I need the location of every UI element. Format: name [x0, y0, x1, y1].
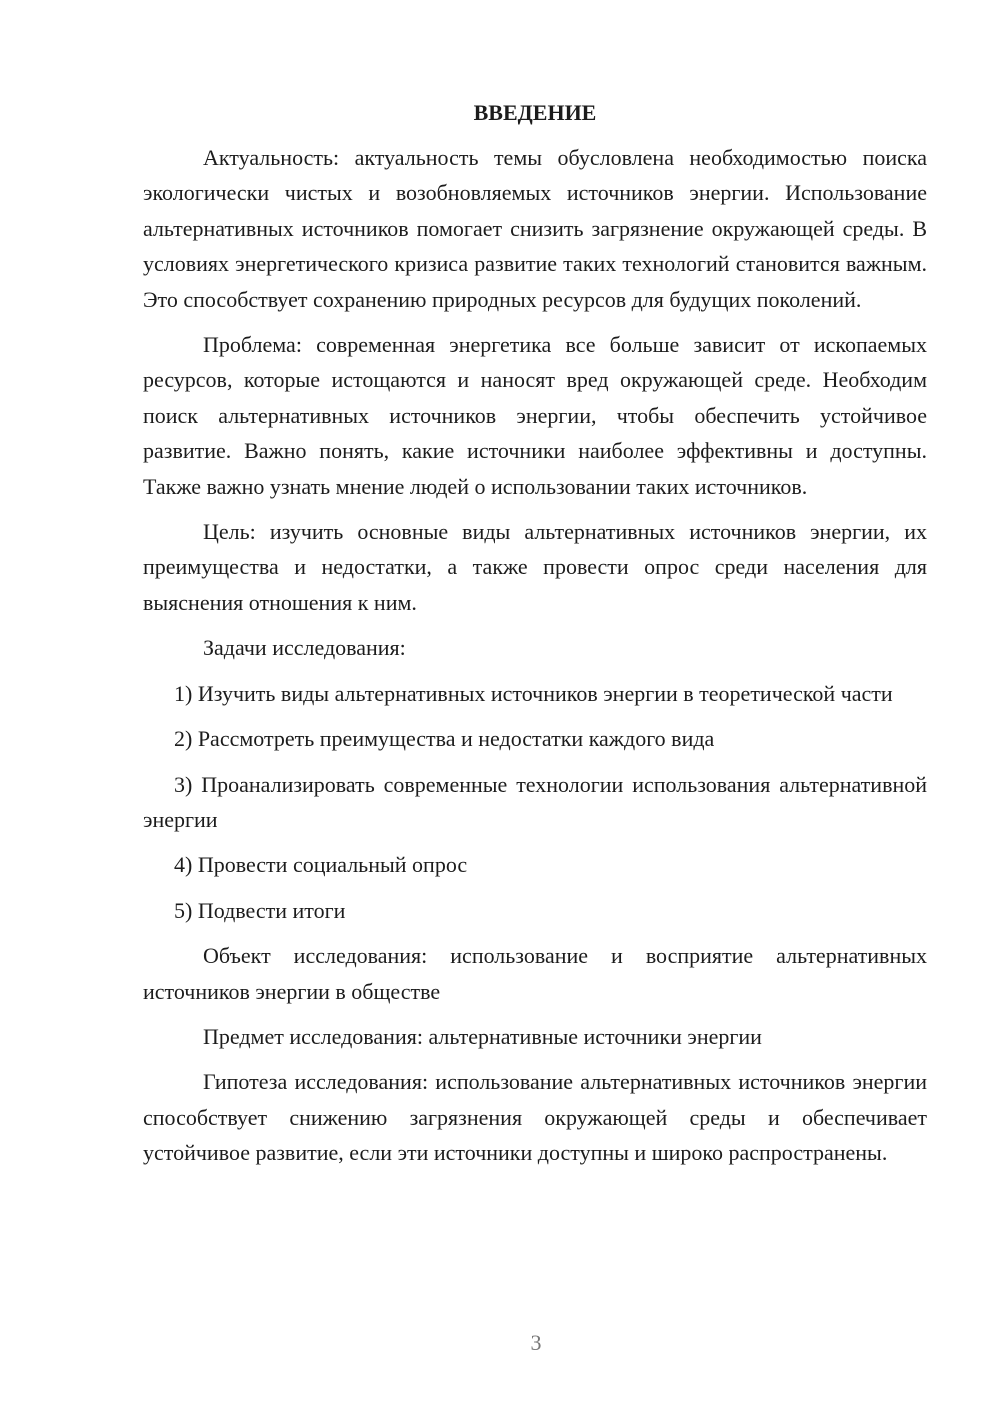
task-item-5: 5) Подвести итоги	[174, 897, 346, 923]
task-item-3: 3) Проанализировать современные технологии использования альтернативной энергии	[143, 771, 927, 832]
paragraph-hypothesis: Гипотеза исследования: использование альтернативных источников энергии способствует снижению загрязнения окружающей среды и обеспечивает устойчивое развитие, если эти источники доступны и широко распространены.	[143, 1069, 927, 1166]
paragraph-object: Объект исследования: использование и восприятие альтернативных источников энергии в обществе	[143, 943, 927, 1004]
page-body	[143, 95, 927, 1181]
paragraph-subject: Предмет исследования: альтернативные источники энергии	[203, 1023, 762, 1049]
page-number: 3	[530, 1330, 542, 1355]
task-item-4: 4) Провести социальный опрос	[174, 852, 468, 878]
paragraph-goal: Цель: изучить основные виды альтернативных источников энергии, их преимущества и недостатки, а также провести опрос среди населения для выяснения отношения к ним.	[143, 519, 927, 615]
task-item-1: 1) Изучить виды альтернативных источников энергии в теоретической части	[174, 680, 893, 706]
task-item-2: 2) Рассмотреть преимущества и недостатки каждого вида	[174, 726, 715, 752]
paragraph-relevance: Актуальность: актуальность темы обусловлена необходимостью поиска экологически чистых и возобновляемых источников энергии. Использование альтернативных источников помогает снизить загрязнение окружающей среды. В условиях энергетического кризиса развитие таких технологий становится важным. Это способствует сохранению природных ресурсов для будущих поколений.	[143, 145, 927, 312]
paragraph-problem: Проблема: современная энергетика все больше зависит от ископаемых ресурсов, которые истощаются и наносят вред окружающей среде. Необходим поиск альтернативных источников энергии, чтобы обеспечить устойчивое развитие. Важно понять, какие источники наиболее эффективны и доступны. Также важно узнать мнение людей о использовании таких источников.	[143, 332, 927, 499]
tasks-heading: Задачи исследования:	[203, 635, 406, 661]
page-title: ВВЕДЕНИЕ	[473, 100, 597, 125]
